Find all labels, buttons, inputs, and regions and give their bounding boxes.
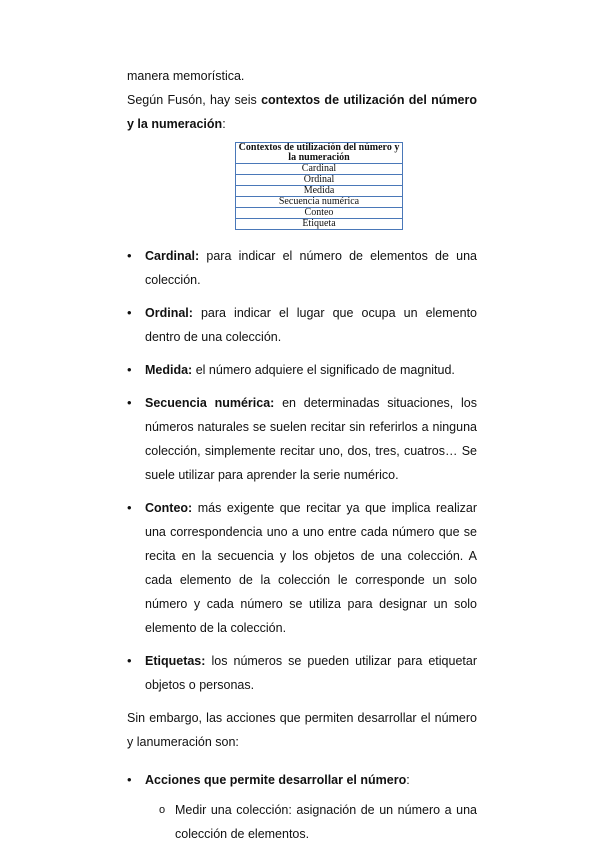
- fuson-prefix: Según Fusón, hay seis: [127, 93, 262, 107]
- list-item: [127, 768, 477, 846]
- bullet-icon: •: [127, 653, 132, 668]
- bullet-icon: •: [127, 305, 132, 320]
- list-item: [127, 244, 477, 292]
- list-item: [127, 358, 477, 382]
- list-item: [127, 649, 477, 697]
- contexts-table-row: Conteo: [236, 208, 403, 219]
- fuson-suffix: :: [222, 117, 226, 131]
- actions-suffix: :: [406, 773, 410, 787]
- sub-list-item: [145, 798, 477, 846]
- list-item-text: más exigente que recitar ya que implica realizar una correspondencia uno a uno entre cada número que se recita en la secuencia y los objetos de una colección. A cada elemento de la colección le corresponde un solo número y cada número se utiliza para designar un solo elemento de la colección.: [145, 501, 477, 635]
- circle-bullet-icon: o: [159, 804, 166, 816]
- contexts-table-row: Etiqueta: [236, 219, 403, 230]
- fuson-paragraph: [127, 88, 477, 136]
- list-item-term: Etiquetas:: [145, 654, 206, 668]
- bullet-icon: •: [127, 248, 132, 263]
- list-item-text: en determinadas situaciones, los números naturales se suelen recitar sin referirlos a ninguna colección, simplemente recitar uno, dos, tres, cuatros… Se suele utilizar para aprender la serie numérico.: [145, 396, 477, 482]
- bullet-icon: •: [127, 395, 132, 410]
- fuson-bold-phrase: contextos de utilización del número y la numeración: [127, 93, 478, 131]
- list-item-text: para indicar el número de elementos de una colección.: [145, 249, 477, 287]
- bullet-icon: •: [127, 500, 132, 515]
- contexts-table-row: Medida: [236, 186, 403, 197]
- document-page: [127, 64, 477, 855]
- sub-list-item-text: Medir una colección: asignación de un número a una colección de elementos.: [175, 803, 477, 841]
- actions-list: [127, 768, 477, 846]
- actions-term: Acciones que permite desarrollar el número: [145, 773, 407, 787]
- list-item-text: para indicar el lugar que ocupa un elemento dentro de una colección.: [145, 306, 477, 344]
- actions-sublist: [145, 798, 477, 846]
- list-item-term: Cardinal:: [145, 249, 200, 263]
- contexts-table: [235, 142, 403, 230]
- list-item: [127, 496, 477, 640]
- closing-paragraph: Sin embargo, las acciones que permiten desarrollar el número y lanumeración son:: [127, 711, 477, 749]
- list-item-term: Secuencia numérica:: [145, 396, 275, 410]
- list-item-term: Medida:: [145, 363, 193, 377]
- bullet-icon: •: [127, 772, 132, 787]
- contexts-table-row: Secuencia numérica: [236, 197, 403, 208]
- contexts-table-header: Contextos de utilización del número y la numeración: [236, 143, 403, 164]
- contexts-table-figure: [235, 142, 403, 230]
- contexts-table-row: Ordinal: [236, 175, 403, 186]
- bullet-icon: •: [127, 362, 132, 377]
- intro-line: manera memorística.: [127, 69, 245, 83]
- contexts-table-row: Cardinal: [236, 164, 403, 175]
- list-item: [127, 391, 477, 487]
- list-item-term: Ordinal:: [145, 306, 193, 320]
- contexts-list: [127, 244, 477, 697]
- list-item-text: el número adquiere el significado de magnitud.: [192, 363, 455, 377]
- list-item-term: Conteo:: [145, 501, 193, 515]
- list-item-text: los números se pueden utilizar para etiquetar objetos o personas.: [145, 654, 477, 692]
- list-item: [127, 301, 477, 349]
